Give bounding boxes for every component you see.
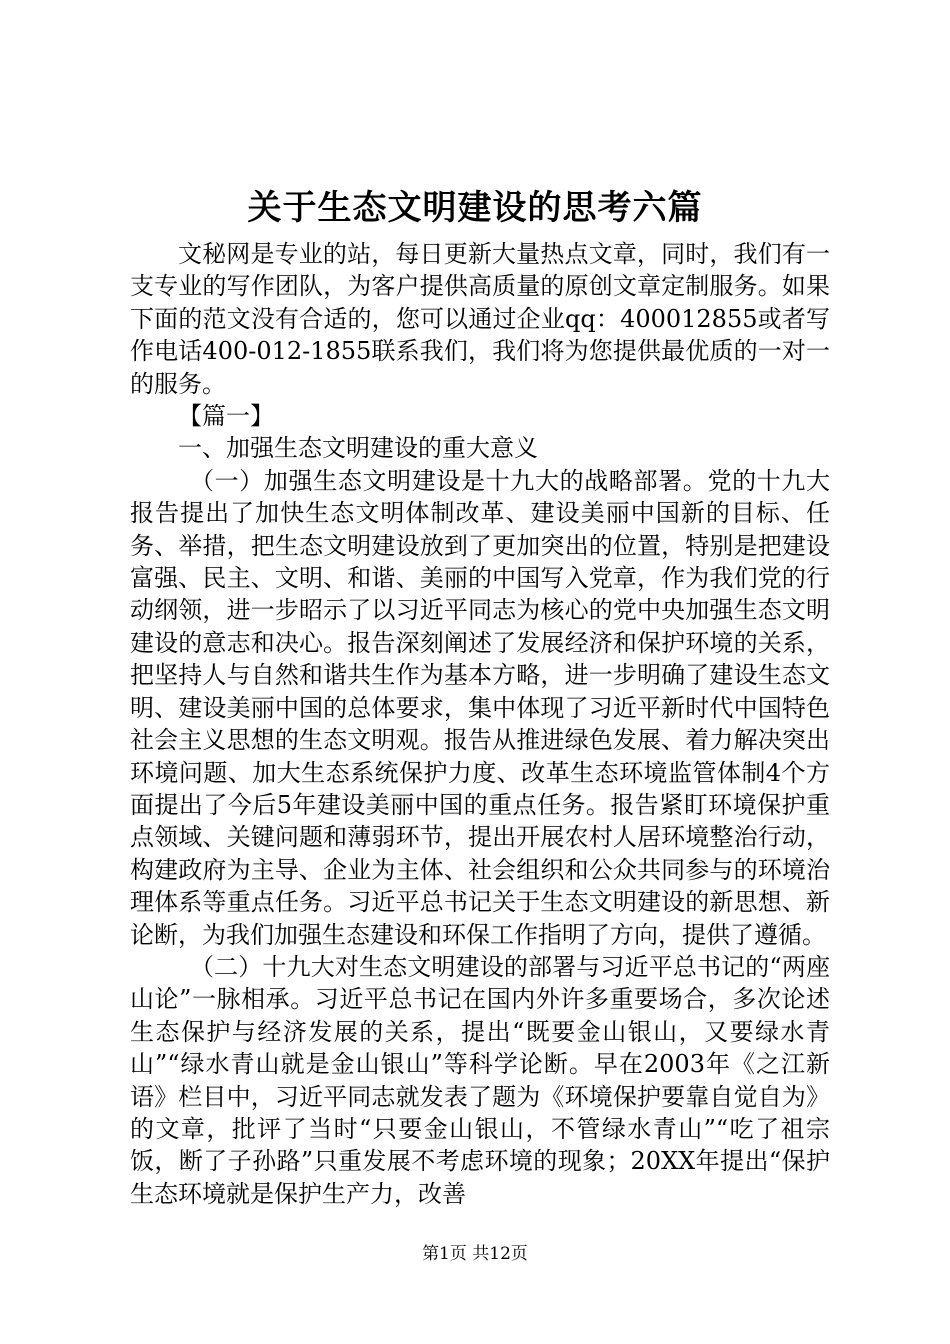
- intro-paragraph: 文秘网是专业的站，每日更新大量热点文章，同时，我们有一支专业的写作团队，为客户提供高质量的原创文章定制服务。如果下面的范文没有合适的，您可以通过企业qq：400012855或者写作电话400-012-1855联系我们，我们将为您提供最优质的一对一的服务。: [130, 240, 830, 398]
- body-paragraph-2: （二）十九大对生态文明建设的部署与习近平总书记的“两座山论”一脉相承。习近平总书记在国内外许多重要场合，多次论述生态保护与经济发展的关系，提出“既要金山银山，又要绿水青山”“绿水青山就是金山银山”等科学论断。早在2003年《之江新语》栏目中，习近平同志就发表了题为《环境保护要靠自觉自为》的文章，批评了当时“只要金山银山，不管绿水青山”“吃了祖宗饭，断了子孙路”只重发展不考虑环境的现象；20XX年提出“保护生态环境就是保护生产力，改善: [130, 952, 830, 1208]
- section-heading-part-one: 【篇一】: [178, 402, 274, 431]
- body-paragraph-1: （一）加强生态文明建设是十九大的战略部署。党的十九大报告提出了加快生态文明体制改革、建设美丽中国新的目标、任务、举措，把生态文明建设放到了更加突出的位置，特别是把建设富强、民主、文明、和谐、美丽的中国写入党章，作为我们党的行动纲领，进一步昭示了以习近平同志为核心的党中央加强生态文明建设的意志和决心。报告深刻阐述了发展经济和保护环境的关系，把坚持人与自然和谐共生作为基本方略，进一步明确了建设生态文明、建设美丽中国的总体要求，集中体现了习近平新时代中国特色社会主义思想的生态文明观。报告从推进绿色发展、着力解决突出环境问题、加大生态系统保护力度、改革生态环境监管体制4个方面提出了今后5年建设美丽中国的重点任务。报告紧盯环境保护重点领域、关键问题和薄弱环节，提出开展农村人居环境整治行动，构建政府为主导、企业为主体、社会组织和公众共同参与的环境治理体系等重点任务。习近平总书记关于生态文明建设的新思想、新论断，为我们加强生态建设和环保工作指明了方向，提供了遵循。: [130, 466, 830, 949]
- document-title: 关于生态文明建设的思考六篇: [247, 188, 703, 228]
- subsection-heading: 一、加强生态文明建设的重大意义: [178, 434, 538, 463]
- page-footer: 第1页 共12页: [422, 1244, 528, 1264]
- document-body: [130, 238, 830, 1210]
